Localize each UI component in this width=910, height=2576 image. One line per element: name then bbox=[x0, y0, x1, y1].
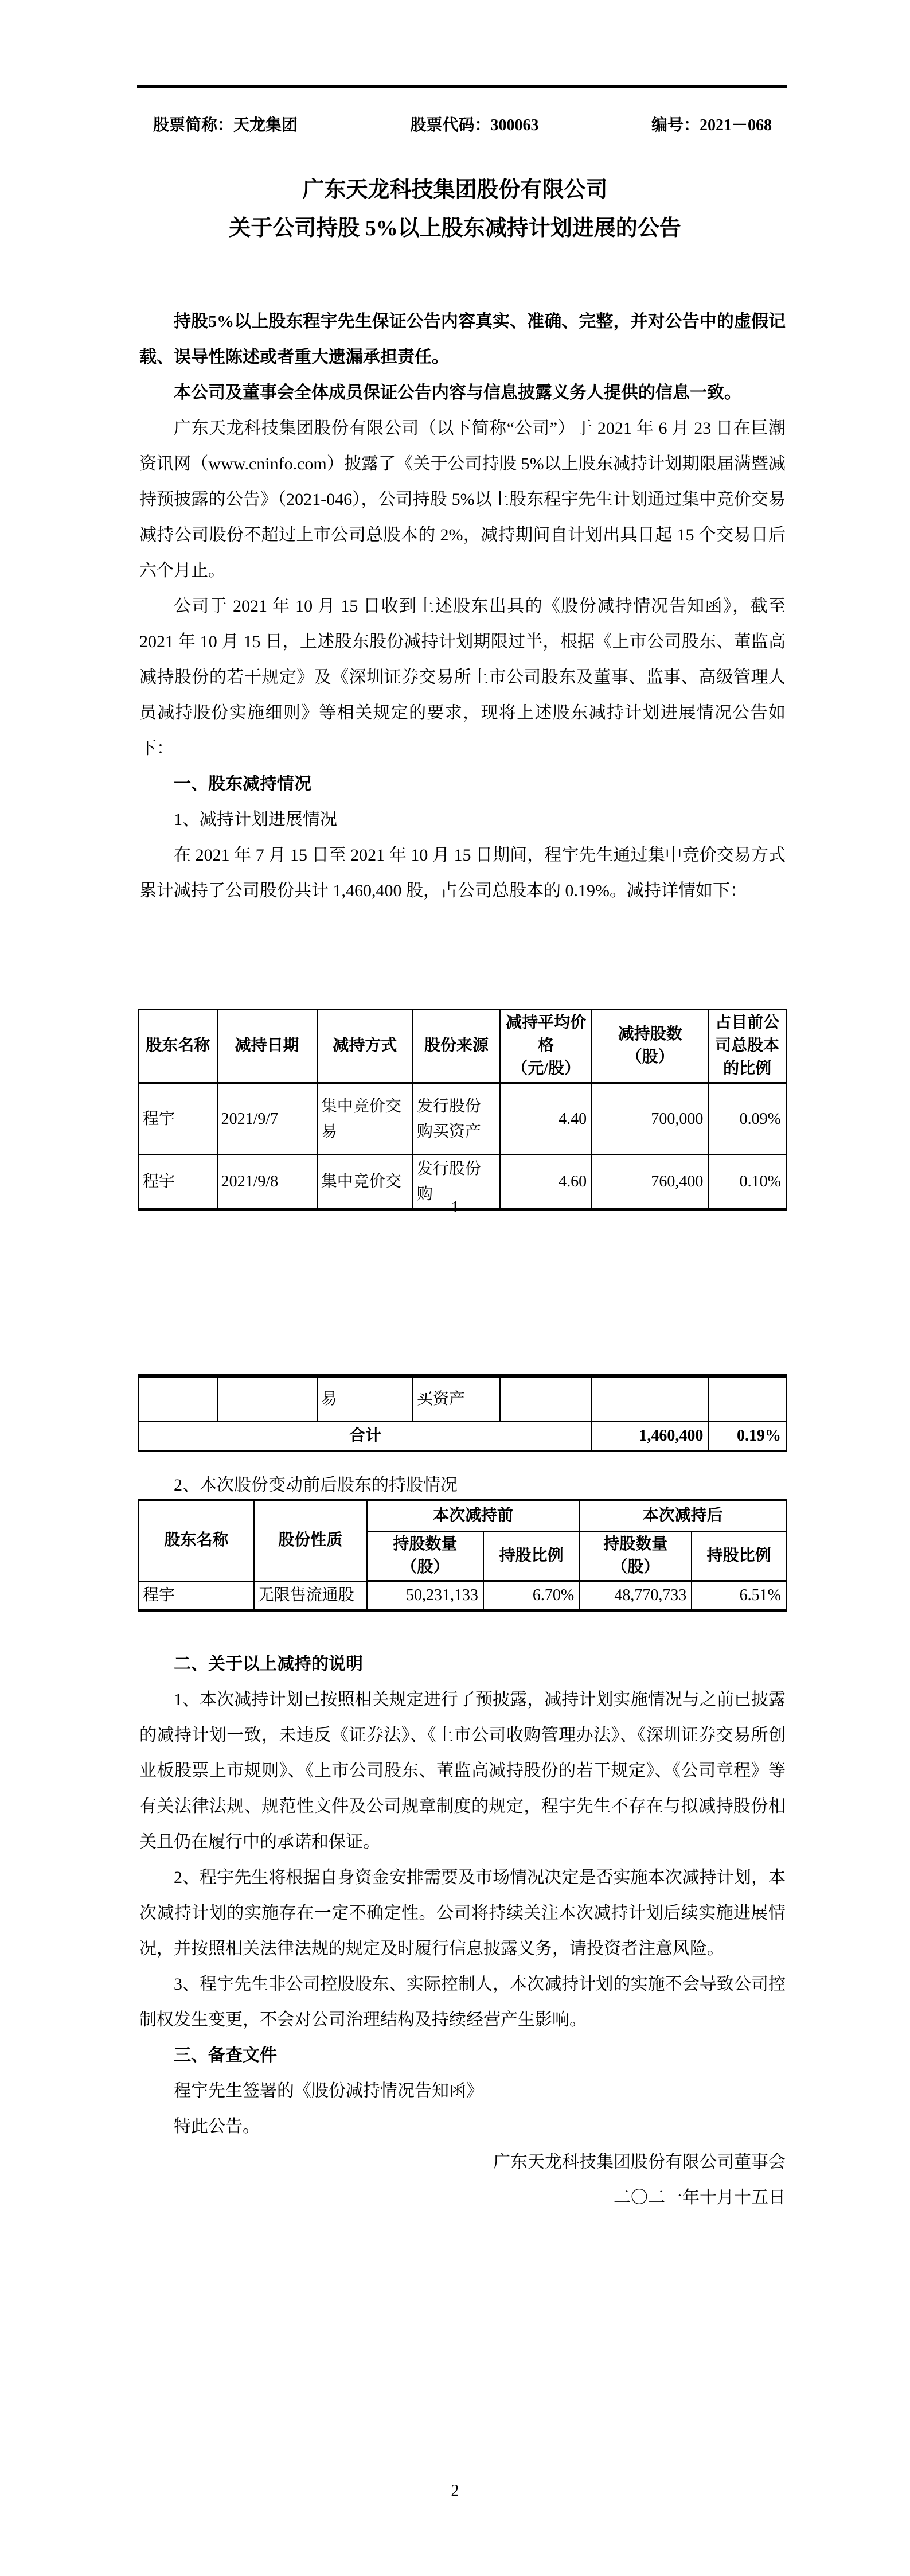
col-header-before: 本次减持前 bbox=[367, 1500, 579, 1531]
pledge-paragraph-1: 持股5%以上股东程宇先生保证公告内容真实、准确、完整，并对公告中的虚假记载、误导性陈述或者重大遗漏承担责任。 bbox=[139, 312, 786, 367]
cell-shares: 700,000 bbox=[592, 1083, 708, 1155]
cell-avg-price: 4.40 bbox=[500, 1083, 592, 1155]
col-header-date: 减持日期 bbox=[217, 1010, 317, 1083]
col-header-qty-before: 持股数量 （股） bbox=[367, 1531, 483, 1581]
section2-heading: 二、关于以上减持的说明 bbox=[174, 1655, 363, 1674]
page-number-2: 2 bbox=[451, 2482, 459, 2500]
section3-document-line: 程宇先生签署的《股份减持情况告知函》 bbox=[174, 2081, 483, 2100]
col-header-pct-after: 持股比例 bbox=[692, 1531, 786, 1581]
section1-sub2-heading: 2、本次股份变动前后股东的持股情况 bbox=[174, 1476, 458, 1495]
col-header-method: 减持方式 bbox=[317, 1010, 413, 1083]
section1-paragraph: 在 2021 年 7 月 15 日至 2021 年 10 月 15 日期间，程宇先生通过集中竞价交易方式累计减持了公司股份共计 1,460,400 股，占公司总股本的 0.19%。减持详情如下： bbox=[139, 846, 786, 900]
section2-paragraph-2: 2、程宇先生将根据自身资金安排需要及市场情况决定是否实施本次减持计划，本次减持计划的实施存在一定不确定性。公司将持续关注本次减持计划后续实施进展情况，并按照相关法律法规的规定及时履行信息披露义务，请投资者注意风险。 bbox=[139, 1868, 786, 1958]
doc-title-line2: 关于公司持股 5%以上股东减持计划进展的公告 bbox=[229, 216, 681, 240]
section2-paragraph-3: 3、程宇先生非公司控股股东、实际控制人，本次减持计划的实施不会导致公司控制权发生变更，不会对公司治理结构及持续经营产生影响。 bbox=[139, 1975, 786, 2029]
cell-empty bbox=[217, 1376, 317, 1422]
cell-empty bbox=[592, 1376, 708, 1422]
page-number-1: 1 bbox=[451, 1198, 459, 1216]
cell-pct: 0.09% bbox=[708, 1083, 786, 1155]
stock-abbr: 股票简称：天龙集团 bbox=[153, 116, 298, 134]
cell-shareholder: 程宇 bbox=[139, 1083, 217, 1155]
cell-date: 2021/9/8 bbox=[217, 1155, 317, 1210]
section3-heading: 三、备查文件 bbox=[174, 2046, 277, 2065]
cell-qty-before: 50,231,133 bbox=[367, 1581, 483, 1611]
col-header-shares: 减持股数 （股） bbox=[592, 1010, 708, 1083]
cell-pct: 0.10% bbox=[708, 1155, 786, 1210]
meta-row bbox=[139, 112, 786, 139]
pledge-paragraph-2: 本公司及董事会全体成员保证公告内容与信息披露义务人提供的信息一致。 bbox=[174, 383, 741, 402]
announcement-number: 编号：2021－068 bbox=[651, 116, 772, 134]
intro-paragraph-2: 公司于 2021 年 10 月 15 日收到上述股东出具的《股份减持情况告知函》，截至 2021 年 10 月 15 日，上述股东股份减持计划期限过半，根据《上市公司股东、董监高减持股份的若干规定》及《深圳证券交易所上市公司股东及董事、监事、高级管理人员减持股份实施细则》等相关规定的要求，现将上述股东减持计划进展情况公告如下： bbox=[139, 597, 786, 758]
col-header-shareholder: 股东名称 bbox=[139, 1010, 217, 1083]
reduction-table-continuation bbox=[138, 1374, 787, 1452]
col-header-pct-before: 持股比例 bbox=[483, 1531, 579, 1581]
page1-body bbox=[139, 304, 786, 909]
page2-body bbox=[139, 1647, 786, 2216]
date-line: 二〇二一年十月十五日 bbox=[614, 2188, 786, 2207]
cell-total-label: 合计 bbox=[139, 1422, 592, 1451]
doc-title-line1: 广东天龙科技集团股份有限公司 bbox=[302, 178, 608, 202]
cell-source: 发行股份购买资产 bbox=[413, 1083, 500, 1155]
cell-shareholder: 程宇 bbox=[139, 1581, 254, 1611]
cell-method: 集中竞价交 bbox=[317, 1155, 413, 1210]
cell-pct-after: 6.51% bbox=[692, 1581, 786, 1611]
closing-line: 特此公告。 bbox=[174, 2117, 260, 2136]
holding-row bbox=[139, 1581, 787, 1611]
section1-sub1-heading: 1、减持计划进展情况 bbox=[174, 810, 337, 829]
header-rule bbox=[137, 85, 787, 88]
col-header-shareholder: 股东名称 bbox=[139, 1500, 254, 1581]
cell-total-shares: 1,460,400 bbox=[592, 1422, 708, 1451]
cell-empty bbox=[708, 1376, 786, 1422]
cell-total-pct: 0.19% bbox=[708, 1422, 786, 1451]
cell-pct-before: 6.70% bbox=[483, 1581, 579, 1611]
cell-shares: 760,400 bbox=[592, 1155, 708, 1210]
section2-paragraph-1: 1、本次减持计划已按照相关规定进行了预披露，减持计划实施情况与之前已披露的减持计划一致，未违反《证券法》、《上市公司收购管理办法》、《深圳证券交易所创业板股票上市规则》、《上市公司股东、董监高减持股份的若干规定》、《公司章程》等有关法律法规、规范性文件及公司规章制度的规定，程宇先生不存在与拟减持股份相关且仍在履行中的承诺和保证。 bbox=[139, 1690, 786, 1851]
continuation-row bbox=[139, 1376, 787, 1422]
intro-paragraph-1: 广东天龙科技集团股份有限公司（以下简称“公司”）于 2021 年 6 月 23 日在巨潮资讯网（www.cninfo.com）披露了《关于公司持股 5%以上股东减持计划期限届满暨减持预披露的公告》（2021-046），公司持股 5%以上股东程宇先生计划通过集中竞价交易减持公司股份不超过上市公司总股本的 2%，减持期间自计划出具日起 15 个交易日后六个月止。 bbox=[139, 419, 786, 580]
col-header-pct: 占目前公 司总股本 的比例 bbox=[708, 1010, 786, 1083]
signature-line: 广东天龙科技集团股份有限公司董事会 bbox=[493, 2153, 786, 2172]
holding-table-header-row1 bbox=[139, 1500, 787, 1531]
col-header-share-nature: 股份性质 bbox=[254, 1500, 367, 1581]
col-header-avg-price: 减持平均价 格 （元/股） bbox=[500, 1010, 592, 1083]
reduction-detail-table bbox=[138, 1009, 787, 1211]
reduction-table-header-row bbox=[139, 1010, 787, 1083]
section1-heading: 一、股东减持情况 bbox=[174, 775, 311, 793]
col-header-qty-after: 持股数量 （股） bbox=[579, 1531, 692, 1581]
cell-empty bbox=[500, 1376, 592, 1422]
total-row bbox=[139, 1422, 787, 1451]
holding-change-table bbox=[138, 1499, 787, 1612]
cell-empty bbox=[139, 1376, 217, 1422]
cell-method: 集中竞价交易 bbox=[317, 1083, 413, 1155]
col-header-after: 本次减持后 bbox=[579, 1500, 786, 1531]
cell-source-continued: 买资产 bbox=[413, 1376, 500, 1422]
stock-code: 股票代码：300063 bbox=[410, 116, 539, 134]
reduction-row-1 bbox=[139, 1083, 787, 1155]
cell-source: 发行股份购 bbox=[413, 1155, 500, 1210]
cell-qty-after: 48,770,733 bbox=[579, 1581, 692, 1611]
cell-date: 2021/9/7 bbox=[217, 1083, 317, 1155]
cell-shareholder: 程宇 bbox=[139, 1155, 217, 1210]
col-header-source: 股份来源 bbox=[413, 1010, 500, 1083]
cell-share-nature: 无限售流通股 bbox=[254, 1581, 367, 1611]
cell-method-continued: 易 bbox=[317, 1376, 413, 1422]
cell-avg-price: 4.60 bbox=[500, 1155, 592, 1210]
